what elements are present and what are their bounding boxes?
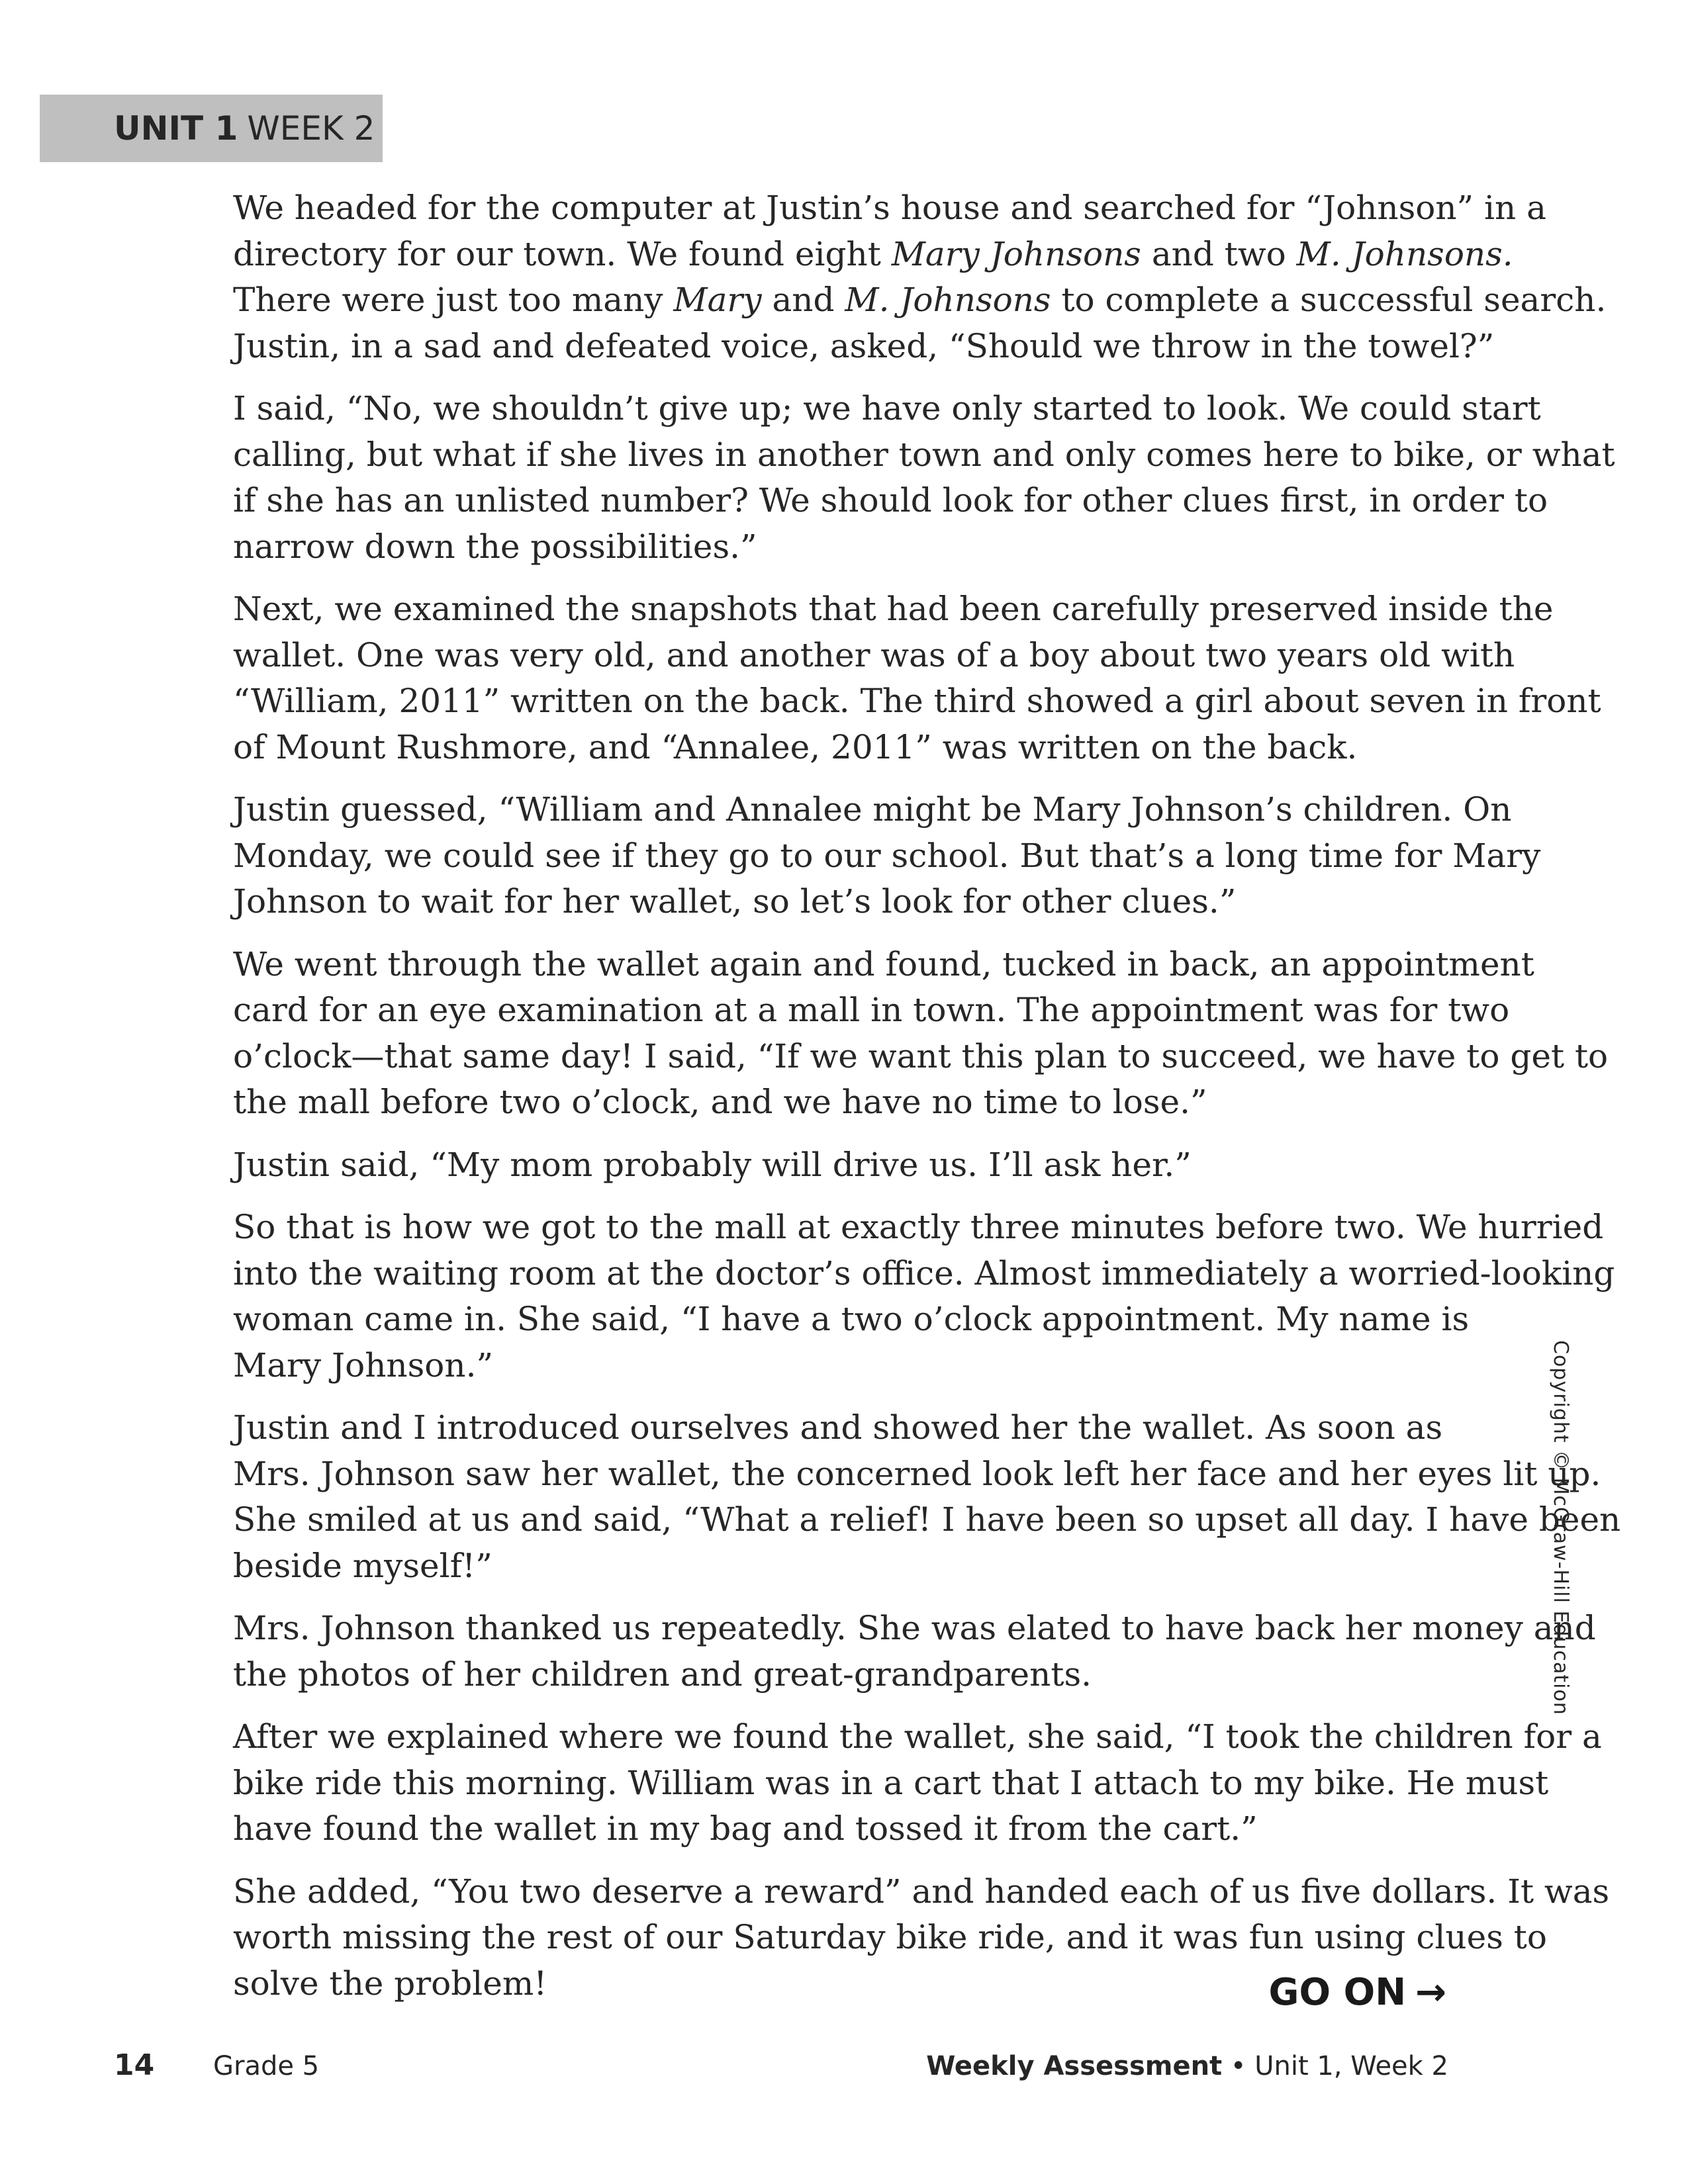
text-line: of Mount Rushmore, and “Annalee, 2011” was written on the back. [233,727,1358,766]
text-line: After we explained where we found the wallet, she said, “I took the children for a [233,1717,1602,1756]
text-run: and [761,281,845,319]
paragraph-2 [233,386,1615,570]
text-line [233,232,1513,278]
go-on-label [1269,1971,1446,2014]
arrow-right-icon: → [1415,1971,1446,2014]
text-run: directory for our town. We found eight [233,234,892,273]
copyright-notice: Copyright © McGraw-Hill Education [1549,1340,1572,1715]
text-run: to complete a successful search. [1051,281,1607,319]
text-line: card for an eye examination at a mall in town. The appointment was for two [233,991,1510,1029]
text-line: She smiled at us and said, “What a relief! I have been so upset all day. I have been [233,1500,1621,1539]
text-line: Justin guessed, “William and Annalee might be Mary Johnson’s children. On [233,790,1512,829]
page-number: 14 [114,2048,155,2082]
text-line: Mrs. Johnson thanked us repeatedly. She was elated to have back her money and [233,1609,1596,1647]
text-line: Next, we examined the snapshots that had been carefully preserved inside the [233,590,1554,628]
text-line: Justin, in a sad and defeated voice, asked, “Should we throw in the towel?” [233,326,1495,365]
grade-label: Grade 5 [213,2051,320,2081]
text-line: solve the problem! [233,1964,547,2003]
text-line: Johnson to wait for her wallet, so let’s look for other clues.” [233,882,1237,921]
italic-name: Mary Johnsons [891,234,1141,273]
paragraph-8 [233,1405,1621,1589]
page-footer [0,2048,1688,2088]
text-line: the mall before two o’clock, and we have no time to lose.” [233,1083,1207,1121]
text-line: if she has an unlisted number? We should look for other clues first, in order to [233,481,1548,520]
text-line: So that is how we got to the mall at exactly three minutes before two. We hurried [233,1208,1604,1246]
text-line: calling, but what if she lives in another town and only comes here to bike, or what [233,435,1615,474]
text-line: Mrs. Johnson saw her wallet, the concerned look left her face and her eyes lit up. [233,1454,1601,1493]
paragraph-4 [233,787,1541,925]
week-label: WEEK 2 [247,109,375,148]
paragraph-7 [233,1205,1615,1388]
paragraph-10 [233,1714,1602,1852]
text-line: narrow down the possibilities.” [233,527,757,566]
text-line [233,277,1607,324]
paragraph-1 [233,185,1607,369]
paragraph-5 [233,942,1609,1126]
text-line: woman came in. She said, “I have a two o’clock appointment. My name is [233,1300,1470,1338]
text-line: the photos of her children and great-grandparents. [233,1655,1092,1694]
italic-name: M. Johnsons. [1296,234,1513,273]
text-line: Justin and I introduced ourselves and showed her the wallet. As soon as [233,1408,1443,1447]
text-run: There were just too many [233,281,674,319]
assessment-title: Weekly Assessment [926,2051,1223,2081]
text-line: Monday, we could see if they go to our school. But that’s a long time for Mary [233,836,1541,875]
text-line: bike ride this morning. William was in a cart that I attach to my bike. He must [233,1763,1549,1802]
unit-week-tab [40,95,383,162]
text-line: wallet. One was very old, and another was of a boy about two years old with [233,635,1515,674]
bullet-separator: • [1222,2051,1255,2081]
go-on-text: GO ON [1268,1971,1407,2014]
italic-name: M. Johnsons [845,281,1051,319]
text-run: and two [1141,234,1297,273]
text-line: We headed for the computer at Justin’s house and searched for “Johnson” in a [233,189,1546,227]
text-line: o’clock—that same day! I said, “If we want this plan to succeed, we have to get to [233,1036,1609,1075]
italic-name: Mary [673,281,762,319]
paragraph-3 [233,586,1601,770]
text-line: beside myself!” [233,1546,492,1585]
text-line: We went through the wallet again and found, tucked in back, an appointment [233,944,1534,983]
text-line: “William, 2011” written on the back. The third showed a girl about seven in front [233,682,1601,720]
paragraph-9 [233,1606,1596,1698]
assessment-label [926,2051,1448,2081]
text-line: worth missing the rest of our Saturday bike ride, and it was fun using clues to [233,1918,1547,1956]
unit-week-label: Unit 1, Week 2 [1254,2051,1448,2081]
text-line: She added, “You two deserve a reward” and handed each of us five dollars. It was [233,1872,1610,1911]
text-line: I said, “No, we shouldn’t give up; we have only started to look. We could start [233,389,1541,428]
text-line: into the waiting room at the doctor’s office. Almost immediately a worried-looking [233,1253,1615,1293]
text-line: Justin said, “My mom probably will drive us. I’ll ask her.” [233,1145,1192,1184]
text-line: Mary Johnson.” [233,1345,494,1385]
paragraph-6 [233,1142,1464,1189]
text-line: have found the wallet in my bag and tossed it from the cart.” [233,1809,1258,1848]
unit-label: UNIT 1 [114,109,238,148]
